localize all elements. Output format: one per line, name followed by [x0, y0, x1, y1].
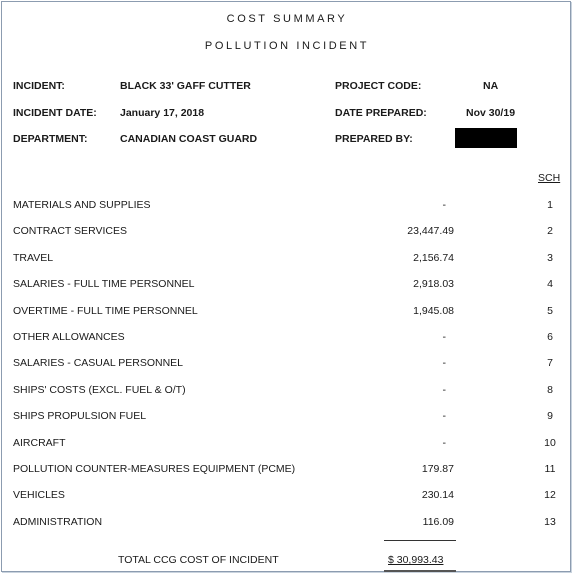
row-amount: 116.09 [422, 515, 454, 528]
row-sch: 3 [547, 251, 553, 264]
incident-label: INCIDENT: [13, 80, 65, 92]
row-sch: 1 [547, 199, 553, 211]
row-label: CONTRACT SERVICES [13, 225, 127, 238]
project-code-value: NA [483, 80, 499, 92]
table-row [0, 489, 574, 503]
incident-value: BLACK 33' GAFF CUTTER [120, 80, 251, 92]
date-prepared-value: Nov 30/19 [466, 107, 516, 119]
table-row [0, 305, 574, 319]
row-label: POLLUTION COUNTER-MEASURES EQUIPMENT (PCME) [13, 463, 296, 475]
row-amount: - [442, 357, 446, 370]
row-amount: 230.14 [421, 489, 454, 502]
sch-column-header: SCH [538, 172, 561, 184]
row-amount: 2,156.74 [413, 251, 454, 264]
table-row [0, 331, 574, 345]
row-sch: 6 [547, 331, 553, 343]
table-row [0, 516, 574, 530]
date-prepared-label: DATE PREPARED: [335, 107, 427, 119]
row-amount: - [442, 436, 446, 449]
total-bottom-rule [384, 570, 456, 572]
table-row [0, 437, 574, 451]
incident-date-label: INCIDENT DATE: [13, 107, 97, 119]
row-sch: 13 [544, 515, 556, 528]
project-code-label: PROJECT CODE: [335, 80, 422, 92]
table-row [0, 225, 574, 239]
redaction-box [455, 128, 517, 148]
department-label: DEPARTMENT: [13, 133, 88, 145]
row-label: SHIPS PROPULSION FUEL [13, 410, 147, 423]
row-label: MATERIALS AND SUPPLIES [13, 199, 151, 211]
row-sch: 4 [547, 278, 553, 291]
total-top-rule [384, 540, 456, 541]
row-sch: 9 [547, 410, 553, 423]
row-label: SALARIES - CASUAL PERSONNEL [13, 357, 183, 370]
prepared-by-label: PREPARED BY: [335, 133, 413, 145]
row-amount: - [442, 383, 446, 396]
row-label: OTHER ALLOWANCES [13, 331, 125, 343]
row-sch: 10 [544, 436, 556, 449]
row-sch: 8 [547, 383, 553, 396]
row-sch: 7 [547, 357, 553, 370]
total-label: TOTAL CCG COST OF INCIDENT [118, 554, 279, 566]
table-row [0, 278, 574, 292]
row-amount: 2,918.03 [413, 278, 454, 291]
row-label: SHIPS' COSTS (EXCL. FUEL & O/T) [13, 383, 186, 396]
table-row [0, 252, 574, 266]
total-amount: $ 30,993.43 [388, 554, 444, 566]
table-row [0, 384, 574, 398]
row-amount: 1,945.08 [413, 304, 454, 317]
document-title: COST SUMMARY [226, 13, 348, 25]
row-label: TRAVEL [13, 251, 54, 264]
document-subtitle: POLLUTION INCIDENT [204, 40, 370, 52]
table-row [0, 410, 574, 424]
row-sch: 5 [547, 304, 553, 317]
row-label: OVERTIME - FULL TIME PERSONNEL [13, 304, 198, 317]
row-amount: - [442, 331, 446, 343]
incident-date-value: January 17, 2018 [120, 107, 205, 119]
row-amount: 179.87 [421, 463, 454, 475]
row-amount: - [442, 199, 446, 211]
table-row [0, 199, 574, 213]
row-sch: 11 [544, 463, 556, 475]
row-sch: 12 [544, 489, 556, 502]
row-amount: 23,447.49 [407, 225, 454, 238]
department-value: CANADIAN COAST GUARD [120, 133, 258, 145]
row-label: VEHICLES [13, 489, 65, 502]
row-amount: - [442, 410, 446, 423]
table-row [0, 357, 574, 371]
row-label: ADMINISTRATION [13, 515, 103, 528]
row-label: AIRCRAFT [13, 436, 66, 449]
table-row [0, 463, 574, 477]
row-sch: 2 [547, 225, 553, 238]
row-label: SALARIES - FULL TIME PERSONNEL [13, 278, 195, 291]
